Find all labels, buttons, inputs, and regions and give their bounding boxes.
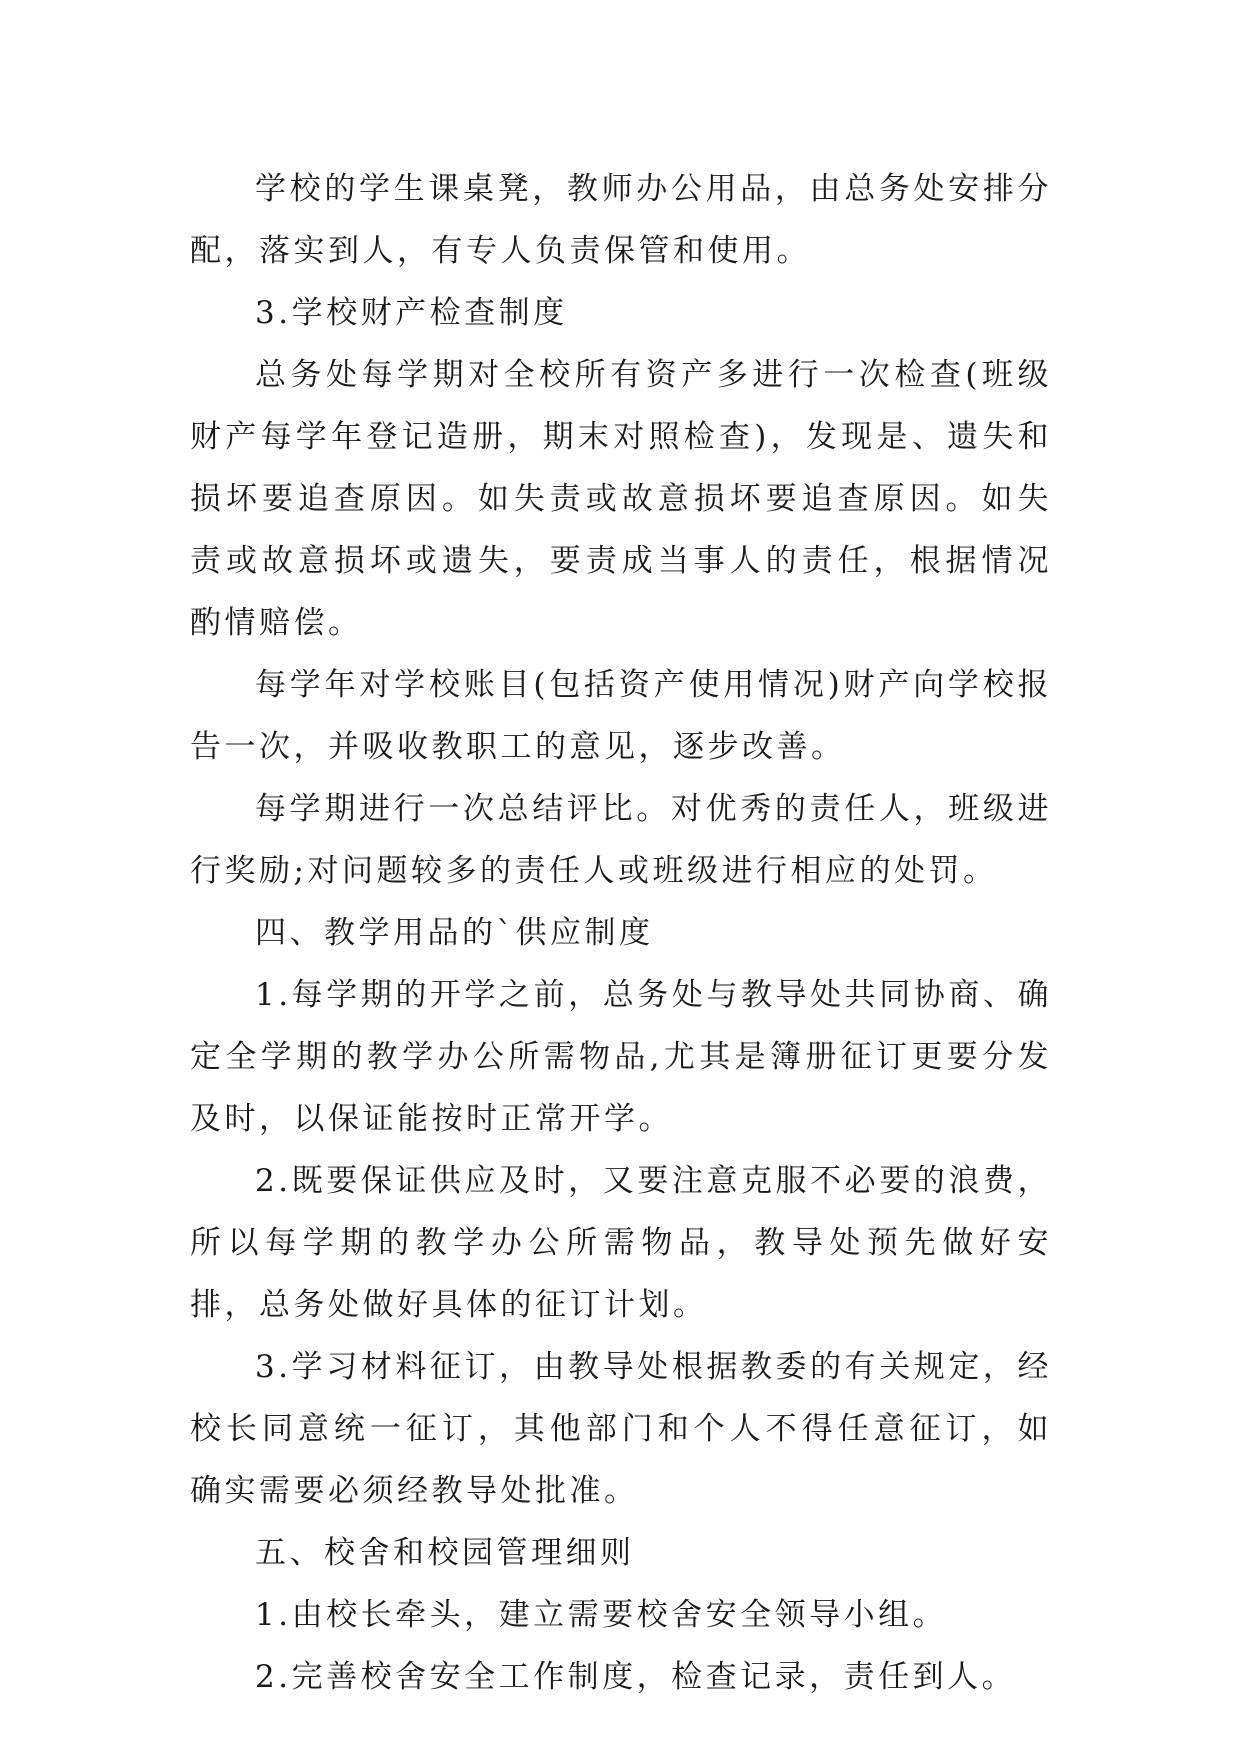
paragraph-campus-item-2: 2.完善校舍安全工作制度，检查记录，责任到人。 [255, 1659, 1017, 1695]
paragraph-evaluation: 每学期进行一次总结评比。对优秀的责任人，班级进行奖励;对问题较多的责任人或班级进行相应的处罚。 [190, 791, 1052, 889]
document-body [190, 158, 1052, 1708]
heading-campus-management: 五、校舍和校园管理细则 [255, 1535, 635, 1571]
paragraph-supply-item-2: 2.既要保证供应及时，又要注意克服不必要的浪费，所以每学期的教学办公所需物品，教导处预先做好安排，总务处做好具体的征订计划。 [190, 1163, 1052, 1323]
heading-supply-system: 四、教学用品的`供应制度 [255, 915, 654, 951]
paragraph-supply-item-3: 3.学习材料征订，由教导处根据教委的有关规定，经校长同意统一征订，其他部门和个人不得任意征订，如确实需要必须经教导处批准。 [190, 1349, 1052, 1509]
paragraph-campus-item-1: 1.由校长牵头，建立需要校舍安全领导小组。 [255, 1597, 948, 1633]
paragraph-annual-report: 每学年对学校账目(包括资产使用情况)财产向学校报告一次，并吸收教职工的意见，逐步改善。 [190, 667, 1052, 765]
heading-property-inspection: 3.学校财产检查制度 [255, 295, 568, 331]
paragraph-supply-item-1: 1.每学期的开学之前，总务处与教导处共同协商、确定全学期的教学办公所需物品,尤其是簿册征订更要分发及时，以保证能按时正常开学。 [190, 977, 1052, 1137]
paragraph-desks-supplies: 学校的学生课桌凳，教师办公用品，由总务处安排分配，落实到人，有专人负责保管和使用。 [190, 171, 1052, 269]
paragraph-inspection-details: 总务处每学期对全校所有资产多进行一次检查(班级财产每学年登记造册，期末对照检查)，发现是、遗失和损坏要追查原因。如失责或故意损坏要追查原因。如失责或故意损坏或遗失，要责成当事人的责任，根据情况酌情赔偿。 [190, 357, 1052, 641]
